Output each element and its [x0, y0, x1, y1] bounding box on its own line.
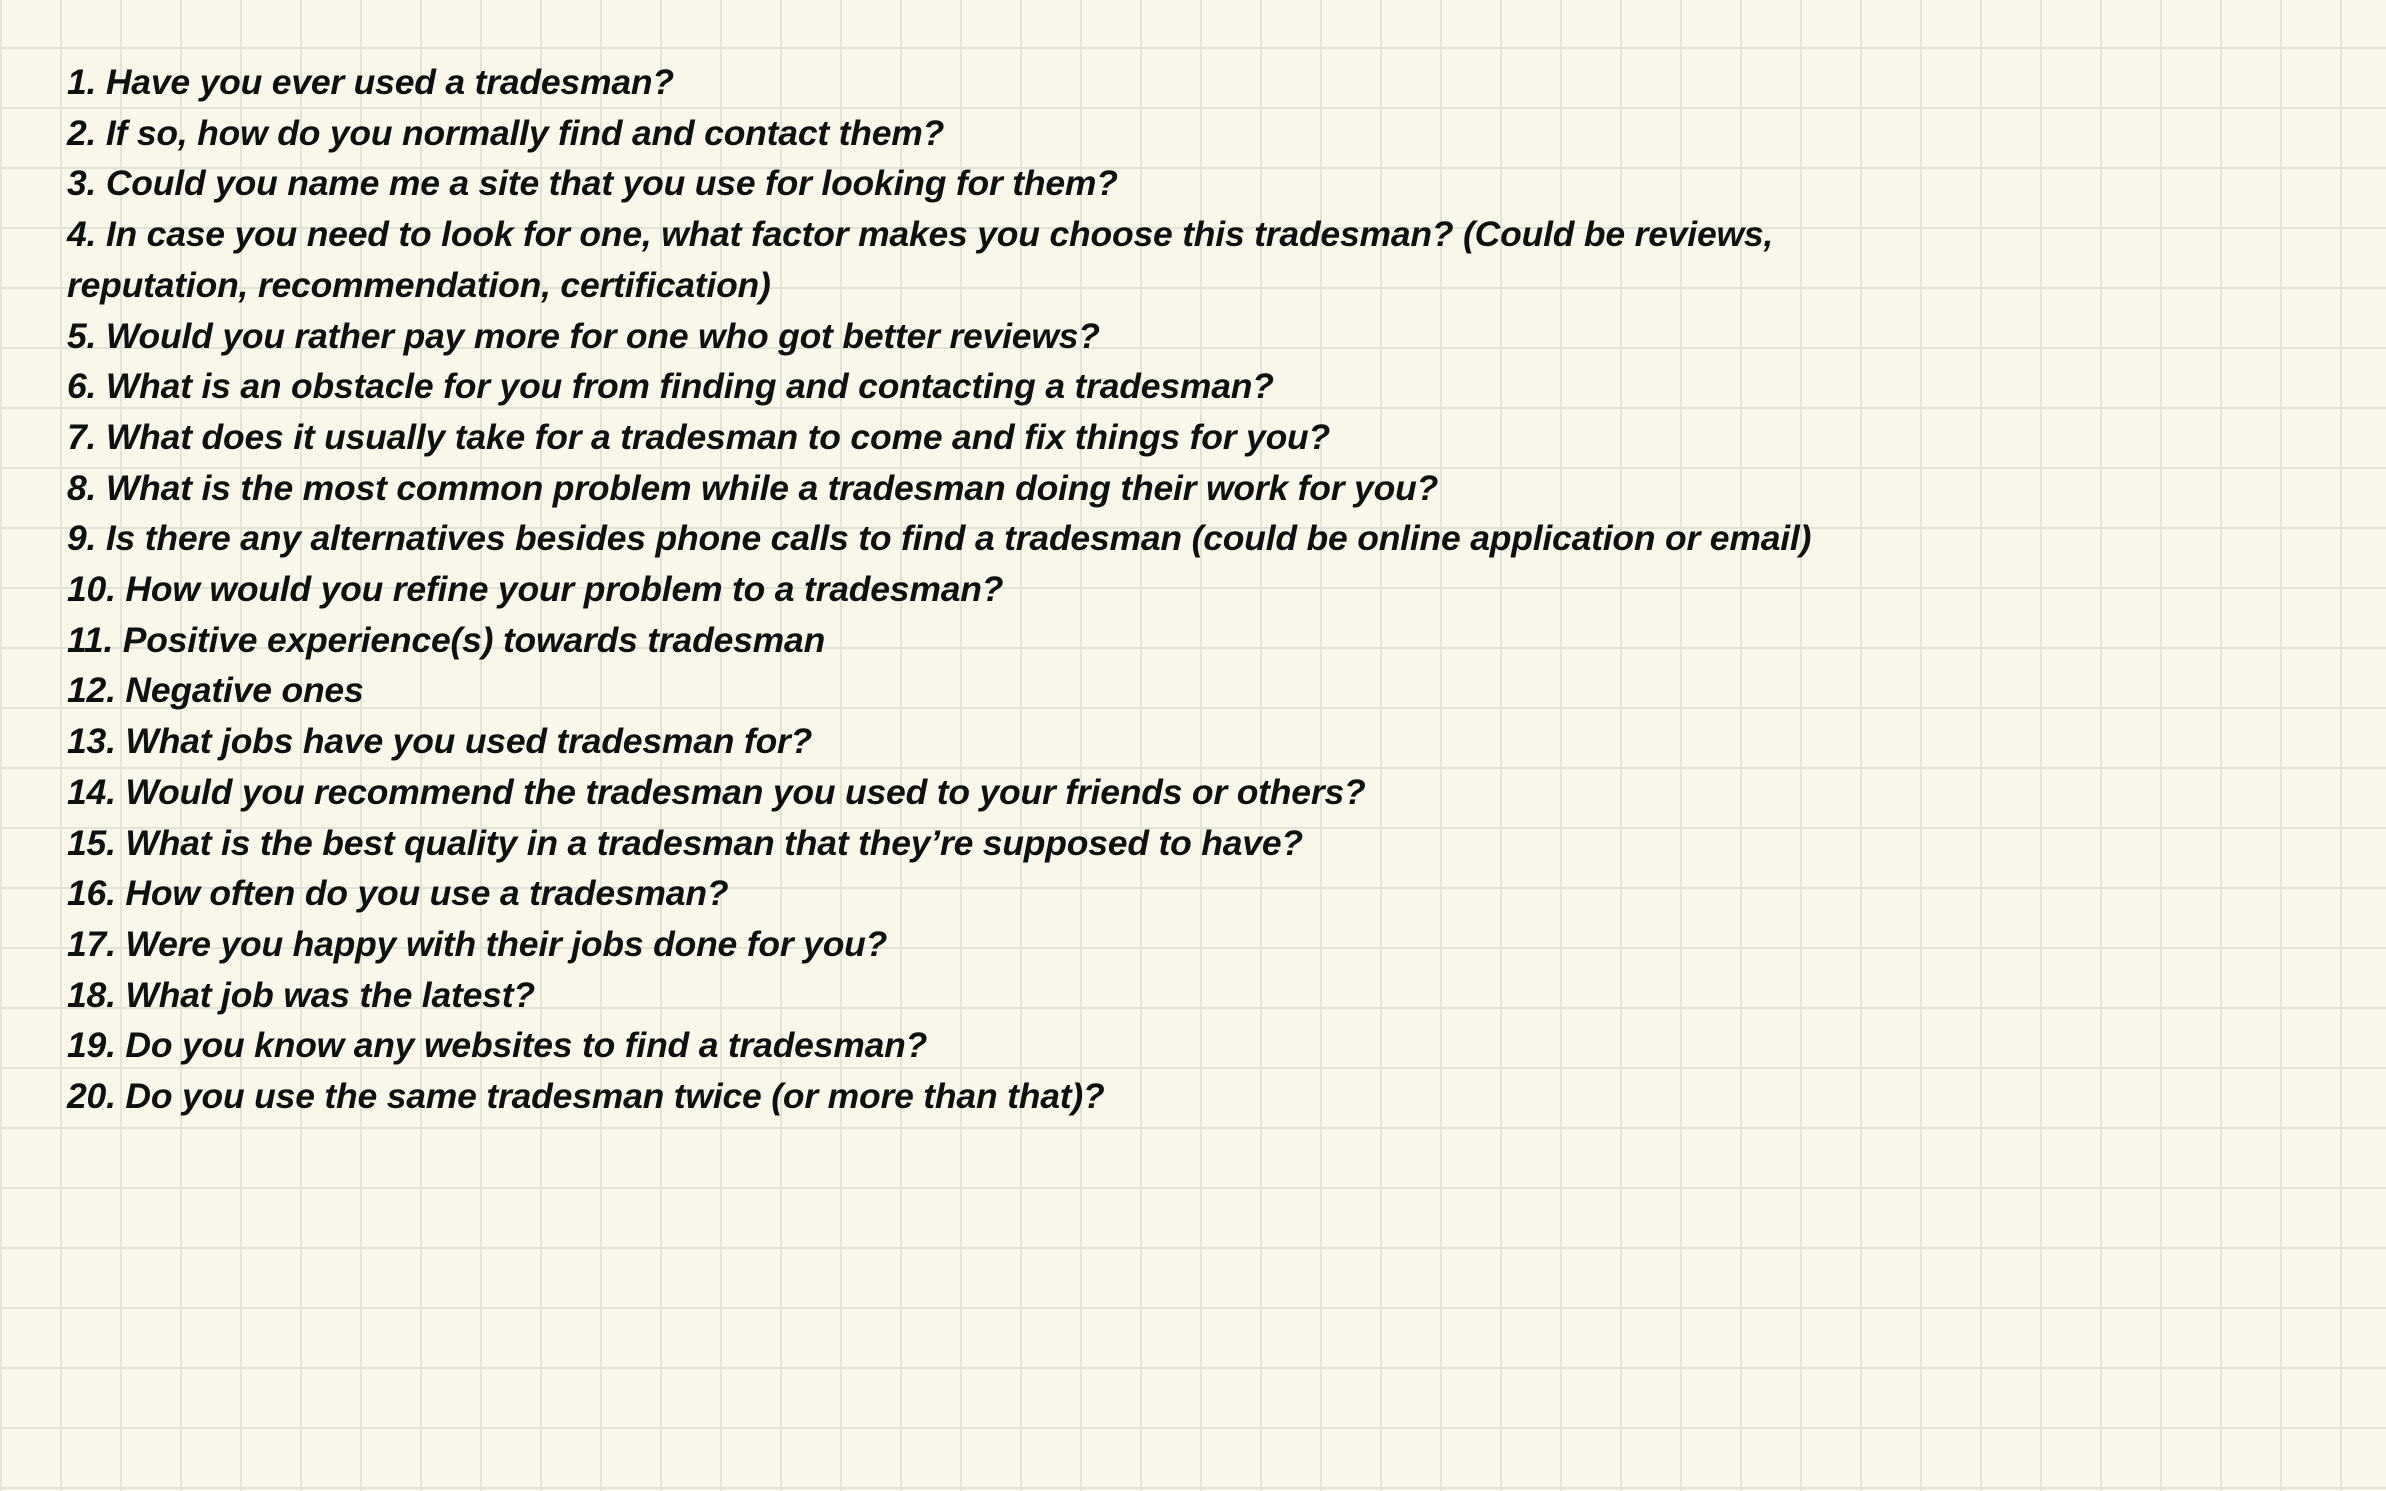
question-item: 1. Have you ever used a tradesman?: [67, 62, 674, 102]
question-item: 14. Would you recommend the tradesman you used to your friends or others?: [67, 771, 1366, 812]
question-item: 19. Do you know any websites to find a tradesman?: [67, 1025, 928, 1066]
question-item: 11. Positive experience(s) towards tradesman: [67, 619, 826, 660]
question-item: 7. What does it usually take for a tradesman to come and fix things for you?: [67, 416, 1331, 457]
question-item: 18. What job was the latest?: [67, 974, 535, 1015]
question-item: 9. Is there any alternatives besides phone calls to find a tradesman (could be online application or email): [67, 518, 1812, 559]
question-item: 13. What jobs have you used tradesman for?: [67, 721, 813, 762]
question-item: 10. How would you refine your problem to a tradesman?: [67, 569, 1004, 610]
question-item: 20. Do you use the same tradesman twice (or more than that)?: [67, 1076, 1105, 1117]
question-item: 16. How often do you use a tradesman?: [67, 873, 729, 914]
question-list: [67, 57, 2307, 1122]
question-item: 2. If so, how do you normally find and contact them?: [67, 112, 945, 153]
question-item: 17. Were you happy with their jobs done for you?: [67, 923, 888, 964]
question-item: 6. What is an obstacle for you from finding and contacting a tradesman?: [67, 366, 1274, 407]
question-item: 12. Negative ones: [67, 670, 364, 711]
question-item: 15. What is the best quality in a tradesman that they’re supposed to have?: [67, 822, 1303, 863]
question-item: 4. In case you need to look for one, what factor makes you choose this tradesman? (Could be reviews, reputation, recommendation, certification): [67, 214, 1783, 305]
question-item: 3. Could you name me a site that you use for looking for them?: [67, 163, 1118, 204]
question-item: 5. Would you rather pay more for one who got better reviews?: [67, 315, 1100, 356]
question-item: 8. What is the most common problem while a tradesman doing their work for you?: [67, 467, 1439, 508]
